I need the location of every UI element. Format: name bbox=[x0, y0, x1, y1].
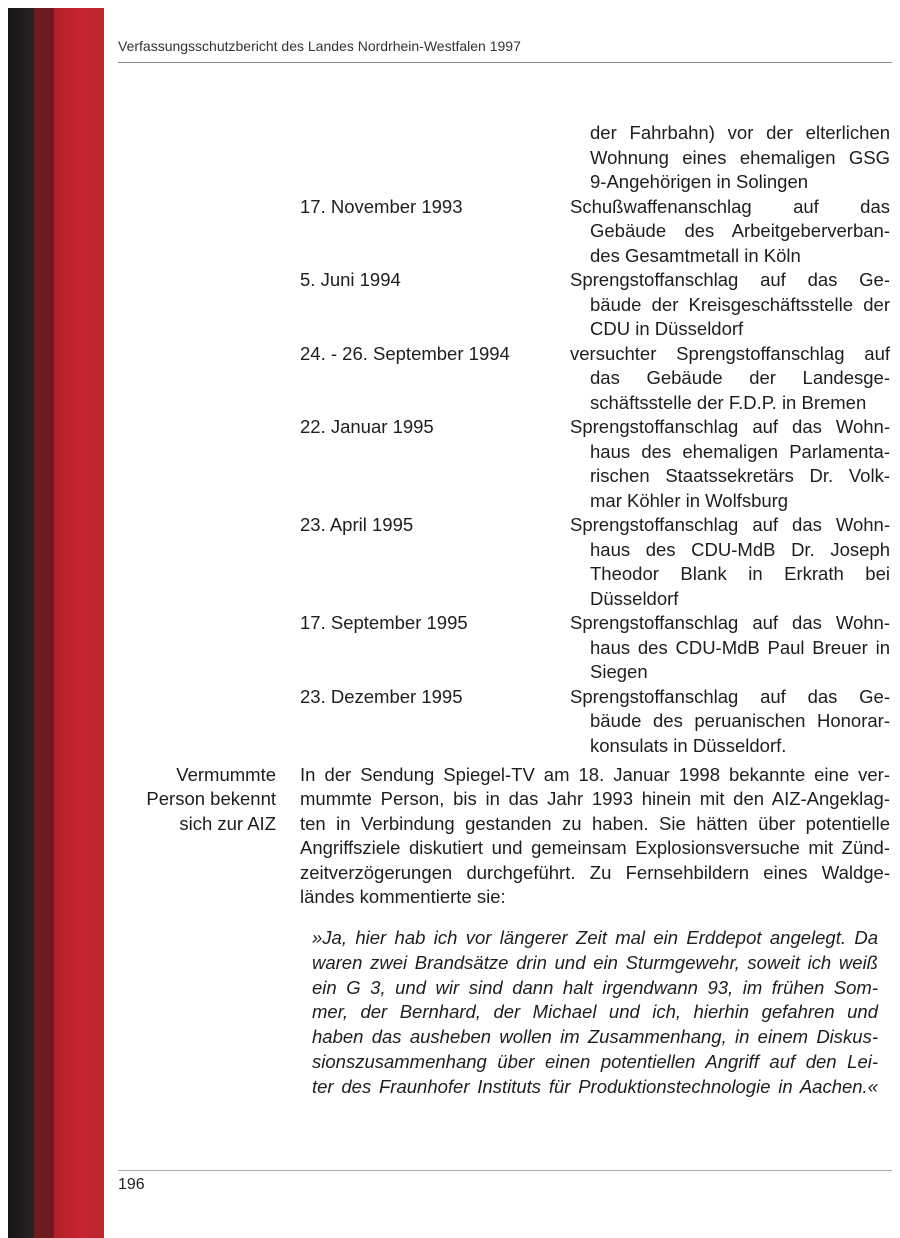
timeline-description-line: Siegen bbox=[590, 661, 648, 682]
timeline-description-line: Wohnung eines ehemaligen GSG bbox=[590, 146, 890, 168]
paragraph-line: Angriffsziele diskutiert und gemeinsam Explosionsversuche mit Zünd- bbox=[300, 837, 890, 859]
quote-line: ter des Fraunhofer Instituts für Produktionstechnologie in Aachen.« bbox=[312, 1075, 878, 1097]
timeline-description-line: konsulats in Düsseldorf. bbox=[590, 734, 787, 756]
margin-note-line: Vermummte bbox=[176, 764, 276, 785]
quote-line: mer, der Bernhard, der Michael und ich, hierhin gefahren und bbox=[312, 1001, 878, 1023]
timeline-description-line: schäftsstelle der F.D.P. in Bremen bbox=[590, 391, 867, 413]
header-rule bbox=[118, 62, 892, 63]
margin-note-line: sich zur AIZ bbox=[179, 812, 276, 834]
quote-line: »Ja, hier hab ich vor längerer Zeit mal ein Erddepot angelegt. Da bbox=[312, 927, 878, 948]
timeline-description-line: Sprengstoffanschlag auf das Ge- bbox=[570, 685, 890, 707]
timeline-description-line: der Fahrbahn) vor der elterlichen bbox=[590, 122, 890, 143]
timeline-date: 17. November 1993 bbox=[300, 195, 463, 217]
timeline-description-line: mar Köhler in Wolfsburg bbox=[590, 489, 789, 511]
timeline-date: 23. April 1995 bbox=[300, 514, 414, 535]
paragraph-line: mummte Person, bis in das Jahr 1993 hinein mit den AIZ-Angeklag- bbox=[300, 788, 890, 810]
paragraph-line: In der Sendung Spiegel-TV am 18. Januar 1998 bekannte eine ver- bbox=[300, 764, 890, 785]
timeline-date: 5. Juni 1994 bbox=[300, 269, 401, 290]
timeline-date: 17. September 1995 bbox=[300, 612, 468, 633]
timeline-description-line: haus des CDU-MdB Dr. Joseph bbox=[590, 538, 890, 560]
timeline-description-line: rischen Staatssekretärs Dr. Volk- bbox=[590, 465, 890, 486]
timeline-description-line: das Gebäude der Landesge- bbox=[590, 367, 890, 388]
timeline-description-line: Sprengstoffanschlag auf das Wohn- bbox=[570, 514, 890, 535]
margin-note-line: Person bekennt bbox=[146, 788, 276, 810]
timeline-description-line: CDU in Düsseldorf bbox=[590, 318, 744, 339]
timeline-description-line: Theodor Blank in Erkrath bei bbox=[590, 563, 890, 584]
timeline-description-line: versuchter Sprengstoffanschlag auf bbox=[570, 342, 890, 364]
paragraph-line: ländes kommentierte sie: bbox=[300, 886, 506, 907]
timeline-date: 23. Dezember 1995 bbox=[300, 685, 463, 707]
paragraph-line: ten in Verbindung gestanden zu haben. Sie hätten über potentielle bbox=[300, 812, 890, 834]
timeline-date: 24. - 26. September 1994 bbox=[300, 342, 510, 364]
binding-stripe-maroon bbox=[34, 8, 54, 1238]
timeline-description-line: Sprengstoffanschlag auf das Wohn- bbox=[570, 612, 890, 633]
timeline-description-line: des Gesamtmetall in Köln bbox=[590, 244, 801, 266]
binding-stripe-red bbox=[54, 8, 104, 1238]
timeline-description-line: bäude des peruanischen Honorar- bbox=[590, 710, 890, 731]
paragraph-line: zeitverzögerungen durchgeführt. Zu Fernsehbildern eines Waldge- bbox=[300, 861, 890, 883]
timeline-description-line: Düsseldorf bbox=[590, 587, 679, 609]
timeline-description-line: haus des ehemaligen Parlamenta- bbox=[590, 440, 890, 462]
running-header: Verfassungsschutzbericht des Landes Nordrhein-Westfalen 1997 bbox=[118, 38, 521, 54]
timeline-description-line: Gebäude des Arbeitgeberverban- bbox=[590, 220, 890, 241]
quote-line: sionszusammenhang über einen potentiellen Angriff auf den Lei- bbox=[312, 1051, 878, 1072]
page-number: 196 bbox=[118, 1176, 145, 1193]
timeline-description-line: Schußwaffenanschlag auf das bbox=[570, 195, 890, 217]
quote-line: ein G 3, und wir sind dann halt irgendwann 93, im frühen Som- bbox=[312, 976, 878, 998]
timeline-description-line: Sprengstoffanschlag auf das Wohn- bbox=[570, 416, 890, 437]
timeline-date: 22. Januar 1995 bbox=[300, 416, 434, 437]
footer-rule bbox=[118, 1170, 892, 1171]
timeline-description-line: Sprengstoffanschlag auf das Ge- bbox=[570, 269, 890, 290]
timeline-description-line: 9-Angehörigen in Solingen bbox=[590, 171, 809, 192]
timeline-description-line: haus des CDU-MdB Paul Breuer in bbox=[590, 636, 890, 658]
timeline-description-line: bäude der Kreisgeschäftsstelle der bbox=[590, 293, 890, 315]
binding-stripe-black bbox=[8, 8, 34, 1238]
quote-line: haben das ausheben wollen im Zusammenhang, in einem Diskus- bbox=[312, 1026, 878, 1048]
quote-line: waren zwei Brandsätze drin und ein Sturmgewehr, soweit ich weiß bbox=[312, 951, 878, 973]
